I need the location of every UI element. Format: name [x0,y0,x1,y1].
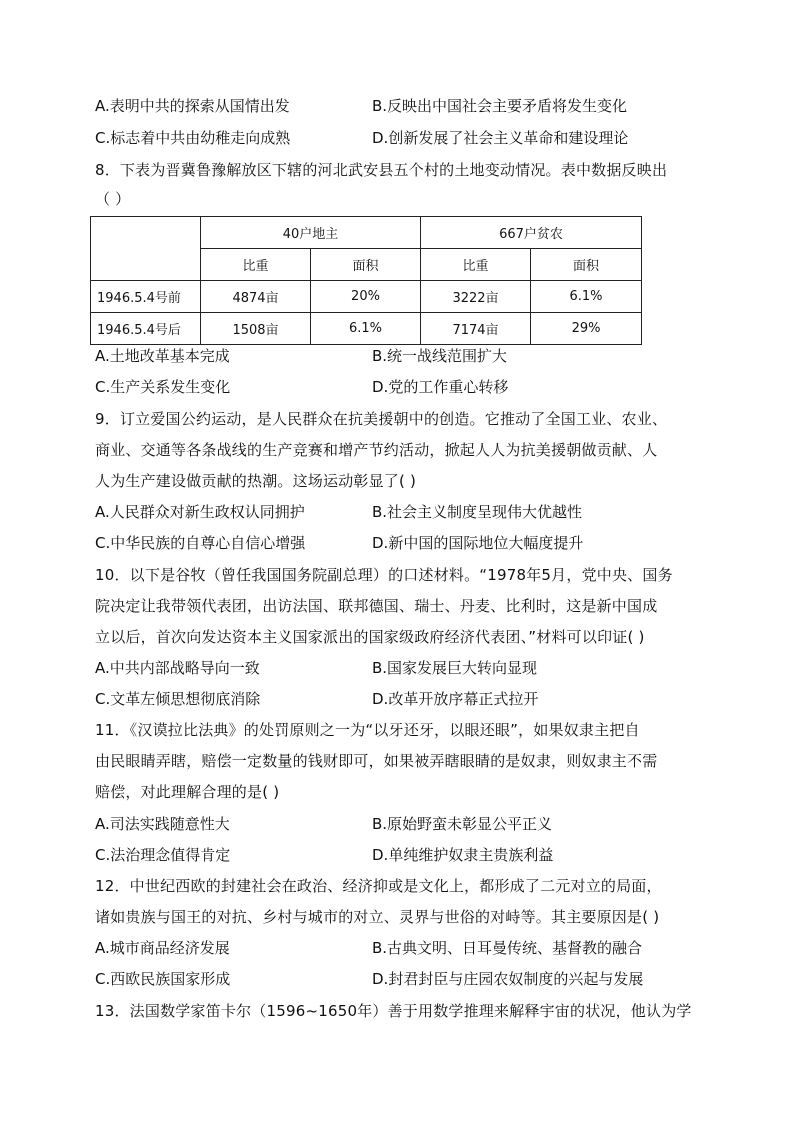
q7-option-c[interactable]: C.标志着中共由幼稚走向成熟 [95,129,291,147]
q12-stem-line-1: 12．中世纪西欧的封建社会在政治、经济抑或是文化上，都形成了二元对立的局面， [95,877,662,895]
q11-option-d[interactable]: D.单纯维护奴隶主贵族利益 [372,846,554,864]
q10-stem-line-1: 10．以下是谷牧（曾任我国国务院副总理）的口述材料。“1978年5月，党中央、国务 [95,566,673,584]
q9-stem-line-3: 人为生产建设做贡献的热潮。这场运动彰显了( ) [95,472,417,490]
q10-option-c[interactable]: C.文革左倾思想彻底消除 [95,690,261,708]
q8-stem-line-1: 8．下表为晋冀鲁豫解放区下辖的河北武安县五个村的土地变动情况。表中数据反映出 [95,161,668,179]
table-row-label: 1946.5.4号前 [91,281,201,313]
land-change-table [90,216,642,345]
table-cell: 7174亩 [421,313,531,345]
q10-option-d[interactable]: D.改革开放序幕正式拉开 [372,690,539,708]
q13-stem-line-1: 13．法国数学家笛卡尔（1596~1650年）善于用数学推理来解释宇宙的状况，他认为学 [95,1002,692,1020]
q12-option-c[interactable]: C.西欧民族国家形成 [95,970,231,988]
q8-stem-line-2: （ ） [95,190,131,208]
table-subheader: 比重 [421,249,531,281]
q9-option-a[interactable]: A.人民群众对新生政权认同拥护 [95,503,305,521]
q11-stem-line-2: 由民眼睛弄瞎，赔偿一定数量的钱财即可，如果被弄瞎眼睛的是奴隶，则奴隶主不需 [95,752,658,770]
q8-option-b[interactable]: B.统一战线范围扩大 [372,347,508,365]
table-header-row [91,217,642,249]
q12-option-b[interactable]: B.古典文明、日耳曼传统、基督教的融合 [372,939,643,957]
q10-option-a[interactable]: A.中共内部战略导向一致 [95,659,260,677]
q9-stem-line-2: 商业、交通等各条战线的生产竞赛和增产节约活动，掀起人人为抗美援朝做贡献、人 [95,441,658,459]
q7-option-b[interactable]: B.反映出中国社会主要矛盾将发生变化 [372,97,628,115]
q10-option-b[interactable]: B.国家发展巨大转向显现 [372,659,538,677]
table-row [91,313,642,345]
table-cell: 6.1% [531,281,642,313]
q7-option-d[interactable]: D.创新发展了社会主义革命和建设理论 [372,129,629,147]
q11-option-b[interactable]: B.原始野蛮未彰显公平正义 [372,815,553,833]
table-cell: 6.1% [311,313,421,345]
table-cell: 3222亩 [421,281,531,313]
q10-stem-line-2: 院决定让我带领代表团，出访法国、联邦德国、瑞士、丹麦、比利时，这是新中国成 [95,597,658,615]
q9-option-b[interactable]: B.社会主义制度呈现伟大优越性 [372,503,583,521]
table-subheader: 面积 [531,249,642,281]
table-group-header-poor-peasants: 667户贫农 [421,217,642,249]
q11-stem-line-1: 11．《汉谟拉比法典》的处罚原则之一为“以牙还牙，以眼还眼”，如果奴隶主把自 [95,721,640,739]
q11-stem-line-3: 赔偿，对此理解合理的是( ) [95,783,280,801]
table-subheader: 面积 [311,249,421,281]
q12-option-d[interactable]: D.封君封臣与庄园农奴制度的兴起与发展 [372,970,644,988]
q10-stem-line-3: 立以后，首次向发达资本主义国家派出的国家级政府经济代表团、”材料可以印证( ) [95,628,645,646]
q8-option-a[interactable]: A.土地改革基本完成 [95,347,230,365]
q11-option-c[interactable]: C.法治理念值得肯定 [95,846,231,864]
table-row [91,281,642,313]
table-cell: 1508亩 [201,313,311,345]
table-group-header-landlords: 40户地主 [201,217,421,249]
table-cell: 20% [311,281,421,313]
q8-option-c[interactable]: C.生产关系发生变化 [95,378,231,396]
q8-option-d[interactable]: D.党的工作重心转移 [372,378,509,396]
table-cell: 4874亩 [201,281,311,313]
table-row-label: 1946.5.4号后 [91,313,201,345]
table-corner-cell [91,217,201,281]
q12-option-a[interactable]: A.城市商品经济发展 [95,939,230,957]
table-subheader: 比重 [201,249,311,281]
table-cell: 29% [531,313,642,345]
q9-stem-line-1: 9．订立爱国公约运动，是人民群众在抗美援朝中的创造。它推动了全国工业、农业、 [95,410,668,428]
q9-option-d[interactable]: D.新中国的国际地位大幅度提升 [372,534,584,552]
q12-stem-line-2: 诸如贵族与国王的对抗、乡村与城市的对立、灵界与世俗的对峙等。其主要原因是( ) [95,908,660,926]
q11-option-a[interactable]: A.司法实践随意性大 [95,815,230,833]
q7-option-a[interactable]: A.表明中共的探索从国情出发 [95,97,290,115]
q9-option-c[interactable]: C.中华民族的自尊心自信心增强 [95,534,306,552]
